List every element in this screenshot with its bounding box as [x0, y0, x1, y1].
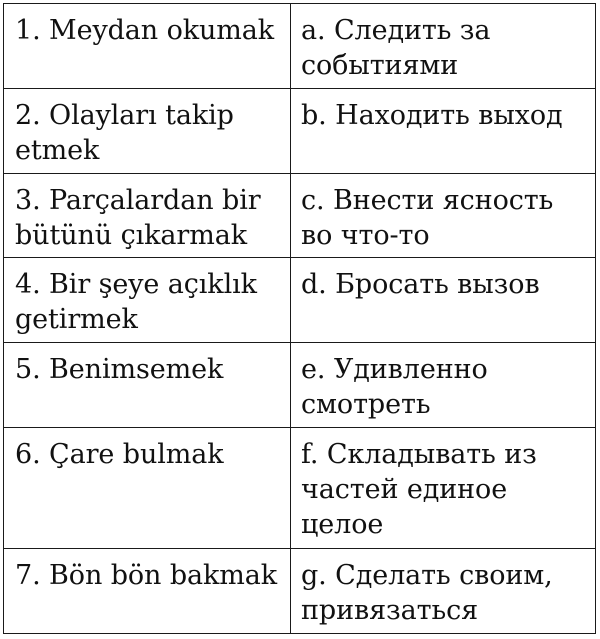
russian-translation: g. Сделать своим, привязаться [291, 549, 596, 634]
turkish-phrase: 5. Benimsemek [4, 343, 291, 428]
turkish-phrase: 1. Meydan okumak [4, 4, 291, 89]
russian-translation: e. Удивленно смотреть [291, 343, 596, 428]
russian-translation: a. Следить за событиями [291, 4, 596, 89]
turkish-phrase: 4. Bir şeye açıklık getirmek [4, 258, 291, 343]
table-row [4, 173, 596, 258]
russian-translation: f. Складывать из частей единое целое [291, 427, 596, 548]
turkish-phrase: 3. Parçalardan bir bütünü çıkarmak [4, 173, 291, 258]
turkish-phrase: 6. Çare bulmak [4, 427, 291, 548]
turkish-phrase: 7. Bön bön bakmak [4, 549, 291, 634]
table-row [4, 343, 596, 428]
matching-table [3, 3, 596, 634]
turkish-phrase: 2. Olayları takip etmek [4, 88, 291, 173]
table-row [4, 549, 596, 634]
table-row [4, 4, 596, 89]
table-row [4, 427, 596, 548]
table-row [4, 258, 596, 343]
table-row [4, 88, 596, 173]
russian-translation: c. Внести ясность во что-то [291, 173, 596, 258]
russian-translation: d. Бросать вызов [291, 258, 596, 343]
russian-translation: b. Находить выход [291, 88, 596, 173]
